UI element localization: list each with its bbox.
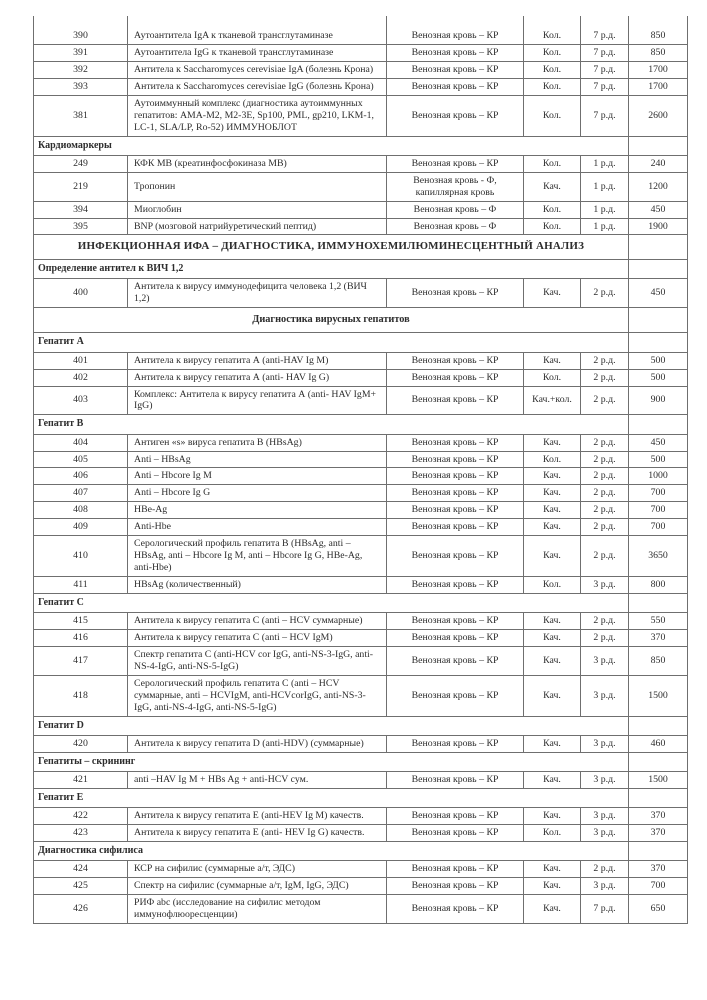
table-row — [34, 502, 688, 519]
cell-result-type: Кол. — [524, 369, 581, 386]
section-header-empty-price-cell — [629, 716, 688, 735]
section-header-row — [34, 136, 688, 155]
table-row — [34, 808, 688, 825]
cell-price: 1700 — [629, 61, 688, 78]
cell-sample-type: Венозная кровь – КР — [387, 279, 524, 308]
cell-result-type: Кач. — [524, 772, 581, 789]
table-row — [34, 95, 688, 136]
cell-sample-type: Венозная кровь – КР — [387, 577, 524, 594]
cell-turnaround: 1 р.д. — [581, 155, 629, 172]
cell-price: 700 — [629, 519, 688, 536]
price-list-table — [33, 16, 688, 924]
cell-turnaround: 2 р.д. — [581, 630, 629, 647]
cell-code: 405 — [34, 451, 128, 468]
table-row — [34, 386, 688, 415]
table-row — [34, 352, 688, 369]
cell-result-type: Кач. — [524, 675, 581, 716]
section-header-label: Гепатит С — [34, 593, 629, 612]
cell-turnaround: 2 р.д. — [581, 536, 629, 577]
section-header-row — [34, 415, 688, 434]
cell-code: 411 — [34, 577, 128, 594]
cell-price: 450 — [629, 201, 688, 218]
cell-turnaround: 2 р.д. — [581, 519, 629, 536]
cell-sample-type: Венозная кровь – КР — [387, 502, 524, 519]
cell-price: 700 — [629, 502, 688, 519]
section-header-label: Диагностика сифилиса — [34, 842, 629, 861]
cell-turnaround: 2 р.д. — [581, 861, 629, 878]
cell-test-name: Антитела к вирусу гепатита А (anti-HAV Ig M) — [128, 352, 387, 369]
section-header-empty-price-cell — [629, 415, 688, 434]
table-row — [34, 647, 688, 676]
cell-price: 500 — [629, 352, 688, 369]
cell-sample-type: Венозная кровь – КР — [387, 808, 524, 825]
section-header-label: Гепатит Е — [34, 788, 629, 807]
cell-result-type: Кач. — [524, 502, 581, 519]
cell-code: 424 — [34, 861, 128, 878]
cell-result-type: Кол. — [524, 201, 581, 218]
cell-turnaround: 1 р.д. — [581, 172, 629, 201]
cell-result-type: Кач. — [524, 630, 581, 647]
cell-sample-type: Венозная кровь – КР — [387, 386, 524, 415]
cell-code: 393 — [34, 78, 128, 95]
section-header-empty-price-cell — [629, 307, 688, 333]
table-row — [34, 613, 688, 630]
cell-code: 416 — [34, 630, 128, 647]
cell-code: 406 — [34, 468, 128, 485]
table-row — [34, 172, 688, 201]
cell-test-name: Anti – Hbcore Ig G — [128, 485, 387, 502]
cell-result-type: Кол. — [524, 451, 581, 468]
section-header-empty-price-cell — [629, 259, 688, 278]
cell-test-name: Антитела к Saccharomyces cerevisiae IgG (болезнь Крона) — [128, 78, 387, 95]
cell-code: 423 — [34, 825, 128, 842]
stub-cell — [34, 16, 128, 28]
cell-code: 390 — [34, 28, 128, 44]
cell-result-type: Кач. — [524, 172, 581, 201]
section-header-empty-price-cell — [629, 235, 688, 259]
cell-test-name: КФК МВ (креатинфосфокиназа МВ) — [128, 155, 387, 172]
cell-result-type: Кол. — [524, 95, 581, 136]
cell-price: 700 — [629, 878, 688, 895]
cell-price: 460 — [629, 735, 688, 752]
cell-price: 450 — [629, 279, 688, 308]
cell-price: 500 — [629, 369, 688, 386]
cell-sample-type: Венозная кровь – КР — [387, 28, 524, 44]
section-header-row — [34, 593, 688, 612]
section-header-label: ИНФЕКЦИОННАЯ ИФА – ДИАГНОСТИКА, ИММУНОХЕМИЛЮМИНЕСЦЕНТНЫЙ АНАЛИЗ — [34, 235, 629, 259]
cell-sample-type: Венозная кровь – КР — [387, 675, 524, 716]
cell-price: 1700 — [629, 78, 688, 95]
cell-price: 700 — [629, 485, 688, 502]
cell-test-name: Anti-Hbe — [128, 519, 387, 536]
cell-result-type: Кач.+кол. — [524, 386, 581, 415]
section-header-row — [34, 788, 688, 807]
cell-turnaround: 3 р.д. — [581, 808, 629, 825]
cell-price: 370 — [629, 825, 688, 842]
table-row — [34, 61, 688, 78]
cell-turnaround: 3 р.д. — [581, 577, 629, 594]
cell-sample-type: Венозная кровь – КР — [387, 485, 524, 502]
section-header-label: Гепатит А — [34, 333, 629, 352]
cell-test-name: Антитела к вирусу иммунодефицита человека 1,2 (ВИЧ 1,2) — [128, 279, 387, 308]
section-header-empty-price-cell — [629, 593, 688, 612]
cell-result-type: Кач. — [524, 735, 581, 752]
cell-price: 850 — [629, 44, 688, 61]
stub-cell — [581, 16, 629, 28]
cell-code: 409 — [34, 519, 128, 536]
cell-turnaround: 2 р.д. — [581, 502, 629, 519]
price-list-body — [34, 16, 688, 923]
cell-test-name: Аутоантитела IgA к тканевой трансглутаминазе — [128, 28, 387, 44]
cell-result-type: Кол. — [524, 44, 581, 61]
cell-sample-type: Венозная кровь – КР — [387, 735, 524, 752]
table-row — [34, 279, 688, 308]
cell-test-name: anti –HAV Ig M + HBs Ag + anti-HCV сум. — [128, 772, 387, 789]
cell-sample-type: Венозная кровь – Ф — [387, 201, 524, 218]
table-row — [34, 895, 688, 924]
section-header-label: Гепатит D — [34, 716, 629, 735]
cell-code: 407 — [34, 485, 128, 502]
cell-turnaround: 2 р.д. — [581, 279, 629, 308]
cell-turnaround: 2 р.д. — [581, 386, 629, 415]
table-row — [34, 218, 688, 235]
table-row — [34, 44, 688, 61]
cell-price: 500 — [629, 451, 688, 468]
table-row — [34, 155, 688, 172]
table-row — [34, 577, 688, 594]
cell-turnaround: 2 р.д. — [581, 613, 629, 630]
cell-price: 1000 — [629, 468, 688, 485]
cell-price: 370 — [629, 630, 688, 647]
cell-turnaround: 3 р.д. — [581, 825, 629, 842]
stub-cell — [387, 16, 524, 28]
cell-test-name: HBe-Ag — [128, 502, 387, 519]
table-row — [34, 519, 688, 536]
cell-test-name: Комплекс: Антитела к вирусу гепатита А (anti- HAV IgM+ IgG) — [128, 386, 387, 415]
table-row — [34, 772, 688, 789]
cell-result-type: Кач. — [524, 536, 581, 577]
table-row — [34, 78, 688, 95]
cell-price: 3650 — [629, 536, 688, 577]
cell-sample-type: Венозная кровь - Ф, капиллярная кровь — [387, 172, 524, 201]
cell-code: 392 — [34, 61, 128, 78]
cell-result-type: Кач. — [524, 519, 581, 536]
cell-price: 850 — [629, 647, 688, 676]
cell-test-name: Антиген «s» вируса гепатита В (HBsAg) — [128, 434, 387, 451]
cell-code: 391 — [34, 44, 128, 61]
section-header-row — [34, 752, 688, 771]
cell-sample-type: Венозная кровь – КР — [387, 155, 524, 172]
cell-result-type: Кач. — [524, 352, 581, 369]
cell-turnaround: 1 р.д. — [581, 201, 629, 218]
cell-test-name: Anti – HBsAg — [128, 451, 387, 468]
cell-sample-type: Венозная кровь – КР — [387, 825, 524, 842]
cell-result-type: Кач. — [524, 485, 581, 502]
cell-price: 1500 — [629, 772, 688, 789]
section-header-empty-price-cell — [629, 788, 688, 807]
cell-test-name: Серологический профиль гепатита С (anti – HCV суммарные, anti – HCVIgM, anti-HCVcorIgG, anti-NS-3-IgG, anti-NS-4-IgG, anti-NS-5-IgG) — [128, 675, 387, 716]
cell-result-type: Кол. — [524, 155, 581, 172]
cell-code: 381 — [34, 95, 128, 136]
cell-sample-type: Венозная кровь – КР — [387, 352, 524, 369]
table-row — [34, 825, 688, 842]
table-row — [34, 201, 688, 218]
cell-test-name: Антитела к вирусу гепатита А (anti- HAV Ig G) — [128, 369, 387, 386]
cell-price: 1500 — [629, 675, 688, 716]
cell-result-type: Кол. — [524, 61, 581, 78]
cell-turnaround: 3 р.д. — [581, 647, 629, 676]
stub-cell — [128, 16, 387, 28]
section-header-label: Гепатит В — [34, 415, 629, 434]
cell-sample-type: Венозная кровь – КР — [387, 630, 524, 647]
section-header-label: Кардиомаркеры — [34, 136, 629, 155]
cell-price: 900 — [629, 386, 688, 415]
cell-result-type: Кол. — [524, 825, 581, 842]
cell-turnaround: 7 р.д. — [581, 61, 629, 78]
cell-code: 420 — [34, 735, 128, 752]
cell-sample-type: Венозная кровь – Ф — [387, 218, 524, 235]
cell-code: 395 — [34, 218, 128, 235]
cell-turnaround: 7 р.д. — [581, 78, 629, 95]
cell-code: 421 — [34, 772, 128, 789]
table-continuation-stub — [34, 16, 688, 28]
cell-code: 425 — [34, 878, 128, 895]
cell-code: 408 — [34, 502, 128, 519]
section-header-empty-price-cell — [629, 136, 688, 155]
cell-result-type: Кач. — [524, 647, 581, 676]
cell-result-type: Кач. — [524, 468, 581, 485]
cell-price: 650 — [629, 895, 688, 924]
cell-sample-type: Венозная кровь – КР — [387, 861, 524, 878]
table-row — [34, 369, 688, 386]
table-row — [34, 675, 688, 716]
cell-test-name: Anti – Hbcore Ig M — [128, 468, 387, 485]
cell-result-type: Кол. — [524, 577, 581, 594]
section-header-row — [34, 235, 688, 259]
cell-test-name: Антитела к вирусу гепатита С (anti – HCV IgM) — [128, 630, 387, 647]
cell-code: 219 — [34, 172, 128, 201]
cell-result-type: Кач. — [524, 808, 581, 825]
cell-turnaround: 2 р.д. — [581, 352, 629, 369]
cell-result-type: Кач. — [524, 878, 581, 895]
cell-price: 550 — [629, 613, 688, 630]
cell-test-name: РИФ abc (исследование на сифилис методом иммунофлюоресценции) — [128, 895, 387, 924]
cell-code: 404 — [34, 434, 128, 451]
table-row — [34, 735, 688, 752]
cell-price: 2600 — [629, 95, 688, 136]
cell-test-name: Антитела к вирусу гепатита D (anti-HDV) (суммарные) — [128, 735, 387, 752]
cell-test-name: Антитела к вирусу гепатита С (anti – HCV суммарные) — [128, 613, 387, 630]
cell-price: 1900 — [629, 218, 688, 235]
cell-sample-type: Венозная кровь – КР — [387, 613, 524, 630]
section-header-label: Диагностика вирусных гепатитов — [34, 307, 629, 333]
table-row — [34, 468, 688, 485]
table-row — [34, 485, 688, 502]
cell-test-name: Аутоантитела IgG к тканевой трансглутаминазе — [128, 44, 387, 61]
cell-sample-type: Венозная кровь – КР — [387, 536, 524, 577]
cell-price: 370 — [629, 861, 688, 878]
cell-sample-type: Венозная кровь – КР — [387, 44, 524, 61]
section-header-empty-price-cell — [629, 752, 688, 771]
cell-sample-type: Венозная кровь – КР — [387, 369, 524, 386]
cell-turnaround: 2 р.д. — [581, 451, 629, 468]
cell-sample-type: Венозная кровь – КР — [387, 95, 524, 136]
cell-test-name: Серологический профиль гепатита В (HBsAg, anti – HBsAg, anti – Hbcore Ig M, anti – Hbcore Ig G, HBe-Ag, anti-Hbe) — [128, 536, 387, 577]
table-row — [34, 451, 688, 468]
table-row — [34, 536, 688, 577]
cell-test-name: Антитела к вирусу гепатита Е (anti-HEV Ig M) качеств. — [128, 808, 387, 825]
cell-test-name: BNP (мозговой натрийуретический пептид) — [128, 218, 387, 235]
cell-sample-type: Венозная кровь – КР — [387, 451, 524, 468]
cell-sample-type: Венозная кровь – КР — [387, 878, 524, 895]
cell-result-type: Кач. — [524, 895, 581, 924]
table-row — [34, 434, 688, 451]
cell-code: 415 — [34, 613, 128, 630]
cell-code: 401 — [34, 352, 128, 369]
cell-sample-type: Венозная кровь – КР — [387, 468, 524, 485]
cell-code: 417 — [34, 647, 128, 676]
section-header-row — [34, 716, 688, 735]
cell-sample-type: Венозная кровь – КР — [387, 61, 524, 78]
section-header-label: Гепатиты – скрининг — [34, 752, 629, 771]
cell-turnaround: 3 р.д. — [581, 735, 629, 752]
cell-turnaround: 3 р.д. — [581, 675, 629, 716]
cell-sample-type: Венозная кровь – КР — [387, 519, 524, 536]
cell-result-type: Кол. — [524, 218, 581, 235]
cell-test-name: Спектр гепатита С (anti-HCV cor IgG, anti-NS-3-IgG, anti-NS-4-IgG, anti-NS-5-IgG) — [128, 647, 387, 676]
cell-turnaround: 7 р.д. — [581, 28, 629, 44]
cell-turnaround: 2 р.д. — [581, 485, 629, 502]
cell-turnaround: 3 р.д. — [581, 772, 629, 789]
cell-turnaround: 2 р.д. — [581, 468, 629, 485]
cell-price: 850 — [629, 28, 688, 44]
table-row — [34, 630, 688, 647]
cell-turnaround: 1 р.д. — [581, 218, 629, 235]
cell-result-type: Кач. — [524, 434, 581, 451]
cell-code: 403 — [34, 386, 128, 415]
cell-turnaround: 7 р.д. — [581, 895, 629, 924]
section-header-empty-price-cell — [629, 333, 688, 352]
cell-code: 400 — [34, 279, 128, 308]
cell-sample-type: Венозная кровь – КР — [387, 78, 524, 95]
cell-sample-type: Венозная кровь – КР — [387, 434, 524, 451]
section-header-row — [34, 307, 688, 333]
section-header-row — [34, 259, 688, 278]
table-row — [34, 28, 688, 44]
cell-test-name: HBsAg (количественный) — [128, 577, 387, 594]
cell-result-type: Кач. — [524, 613, 581, 630]
cell-test-name: Спектр на сифилис (суммарные а/т, IgM, IgG, ЭДС) — [128, 878, 387, 895]
cell-sample-type: Венозная кровь – КР — [387, 647, 524, 676]
cell-turnaround: 3 р.д. — [581, 878, 629, 895]
cell-test-name: Тропонин — [128, 172, 387, 201]
stub-cell — [524, 16, 581, 28]
cell-price: 240 — [629, 155, 688, 172]
cell-code: 418 — [34, 675, 128, 716]
cell-code: 422 — [34, 808, 128, 825]
cell-turnaround: 2 р.д. — [581, 434, 629, 451]
cell-price: 1200 — [629, 172, 688, 201]
table-row — [34, 861, 688, 878]
section-header-row — [34, 333, 688, 352]
cell-result-type: Кол. — [524, 28, 581, 44]
cell-sample-type: Венозная кровь – КР — [387, 772, 524, 789]
section-header-row — [34, 842, 688, 861]
cell-result-type: Кач. — [524, 279, 581, 308]
cell-test-name: Аутоиммунный комплекс (диагностика аутоиммунных гепатитов: АМА-М2, М2-3Е, Sp100, PML, gp210, LKM-1, LC-1, SLA/LP, Ro-52) ИММУНОБЛОТ — [128, 95, 387, 136]
cell-price: 370 — [629, 808, 688, 825]
cell-code: 402 — [34, 369, 128, 386]
cell-code: 410 — [34, 536, 128, 577]
cell-turnaround: 7 р.д. — [581, 44, 629, 61]
section-header-label: Определение антител к ВИЧ 1,2 — [34, 259, 629, 278]
cell-price: 800 — [629, 577, 688, 594]
cell-test-name: Миоглобин — [128, 201, 387, 218]
cell-test-name: КСР на сифилис (суммарные а/т, ЭДС) — [128, 861, 387, 878]
cell-code: 394 — [34, 201, 128, 218]
cell-test-name: Антитела к вирусу гепатита Е (anti- HEV Ig G) качеств. — [128, 825, 387, 842]
stub-cell — [629, 16, 688, 28]
cell-price: 450 — [629, 434, 688, 451]
table-row — [34, 878, 688, 895]
cell-code: 426 — [34, 895, 128, 924]
cell-turnaround: 2 р.д. — [581, 369, 629, 386]
cell-result-type: Кол. — [524, 78, 581, 95]
cell-test-name: Антитела к Saccharomyces cerevisiae IgA (болезнь Крона) — [128, 61, 387, 78]
cell-turnaround: 7 р.д. — [581, 95, 629, 136]
cell-sample-type: Венозная кровь – КР — [387, 895, 524, 924]
cell-code: 249 — [34, 155, 128, 172]
cell-result-type: Кач. — [524, 861, 581, 878]
section-header-empty-price-cell — [629, 842, 688, 861]
